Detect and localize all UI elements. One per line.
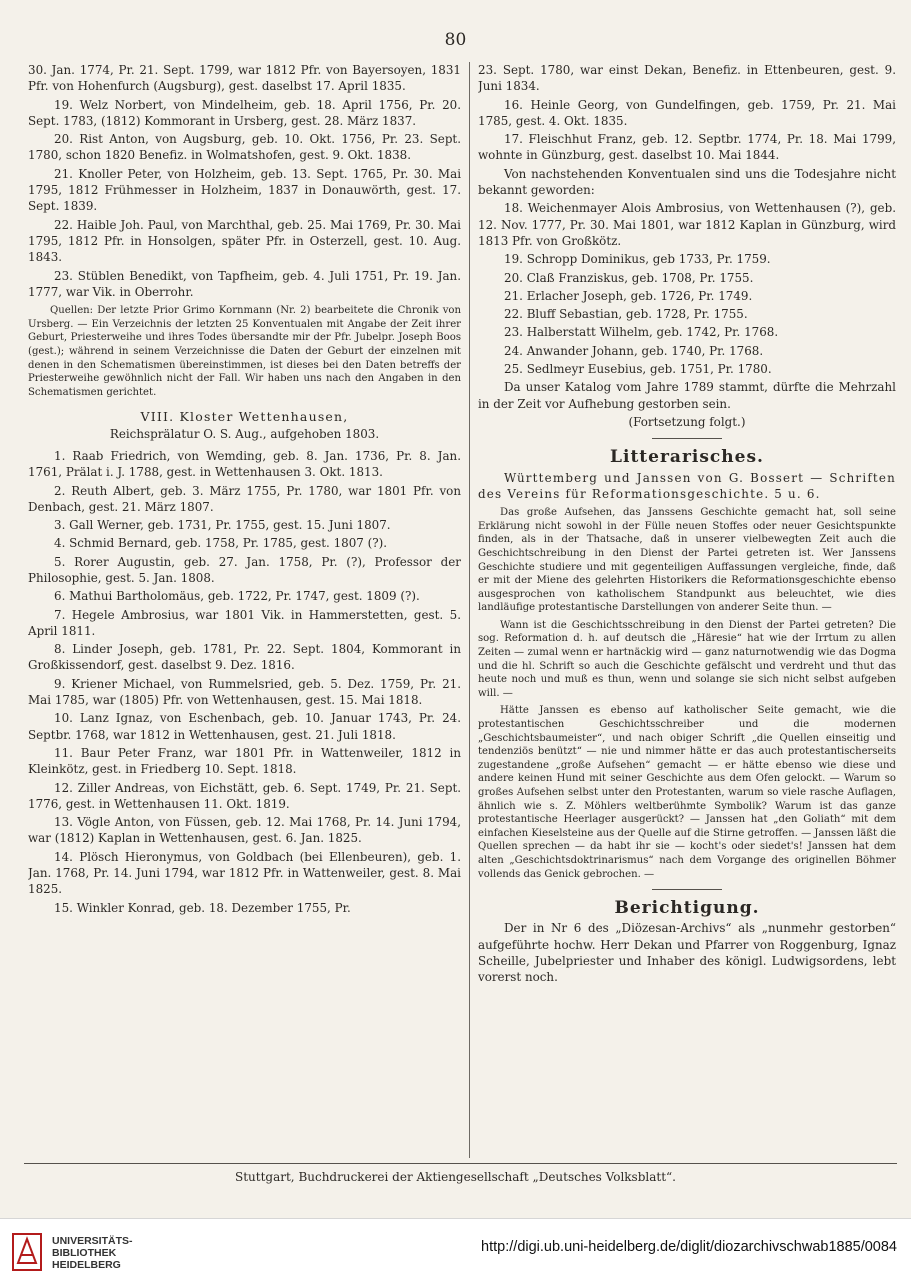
list-item: 12. Ziller Andreas, von Eichstätt, geb. 6. Sept. 1749, Pr. 21. Sept. 1776, gest. in Wettenhausen 11. Okt. 1819. <box>28 780 461 811</box>
university-seal-icon <box>12 1233 42 1271</box>
list-item: 21. Knoller Peter, von Holzheim, geb. 13. Sept. 1765, Pr. 30. Mai 1795, 1812 Frühmesser in Holzheim, 1837 in Donauwörth, gest. 17. Sept. 1839. <box>28 166 461 214</box>
catalog-note: Da unser Katalog vom Jahre 1789 stammt, dürfte die Mehrzahl in der Zeit vor Aufhebung gestorben sein. <box>478 380 896 411</box>
list-item: 5. Rorer Augustin, geb. 27. Jan. 1758, Pr. (?), Professor der Philosophie, gest. 5. Jan. 1808. <box>28 554 461 585</box>
left-column <box>28 62 461 1158</box>
list-item: 10. Lanz Ignaz, von Eschenbach, geb. 10. Januar 1743, Pr. 24. Septbr. 1768, war 1812 in Wettenhausen, gest. 21. Juli 1818. <box>28 711 461 742</box>
continued-entry: 23. Sept. 1780, war einst Dekan, Benefiz. in Ettenbeuren, gest. 9. Juni 1834. <box>478 63 896 94</box>
review-paragraph: Wann ist die Geschichtsschreibung in den Dienst der Partei getreten? Die sog. Reformation d. h. auf deutsch die „Häresie“ hat wie der Irrtum zu allen Zeiten — zumal wenn er hartnäckig wird — ganz naturnotwendig wie das Dogma und die hl. Schrift so auch die Geschichte gefälscht und verdreht und thut das heute noch und muß es thun, wenn und solange sie sich nicht selbst aufgeben will. — <box>478 619 896 699</box>
divider <box>652 438 722 439</box>
list-item: 6. Mathui Bartholomäus, geb. 1722, Pr. 1747, gest. 1809 (?). <box>54 589 420 604</box>
list-item: 18. Weichenmayer Alois Ambrosius, von Wettenhausen (?), geb. 12. Nov. 1777, Pr. 30. Mai 1801, war 1812 Kaplan in Günzburg, wird 1813 Pfr. von Großkötz. <box>478 201 896 248</box>
list-item: 15. Winkler Konrad, geb. 18. Dezember 1755, Pr. <box>54 900 351 915</box>
list-item: 8. Linder Joseph, geb. 1781, Pr. 22. Sept. 1804, Kommorant in Großkissendorf, gest. daselbst 9. Dez. 1816. <box>28 642 461 673</box>
correction-heading: Berichtigung. <box>614 898 760 919</box>
list-item: 16. Heinle Georg, von Gundelfingen, geb. 1759, Pr. 21. Mai 1785, gest. 4. Okt. 1835. <box>478 97 896 128</box>
list-item: 9. Kriener Michael, von Rummelsried, geb. 5. Dez. 1759, Pr. 21. Mai 1785, war (1805) Pfr. von Wettenhausen, gest. 15. Mai 1818. <box>28 676 461 708</box>
list-item: 3. Gall Werner, geb. 1731, Pr. 1755, gest. 15. Juni 1807. <box>54 518 391 533</box>
correction-text: Der in Nr 6 des „Diözesan-Archivs“ als „nunmehr gestorben“ aufgeführte hochw. Herr Dekan und Pfarrer von Roggenburg, Ignaz Scheille, Jubelpriester und Inhaber des königl. Ludwigsordens, lebt vorerst noch. <box>478 921 896 985</box>
right-column <box>478 62 896 1158</box>
list-item: 19. Schropp Dominikus, geb 1733, Pr. 1759. <box>504 252 771 267</box>
divider <box>652 889 722 890</box>
list-item: 23. Halberstatt Wilhelm, geb. 1742, Pr. 1768. <box>504 325 779 340</box>
list-item: 13. Vögle Anton, von Füssen, geb. 12. Mai 1768, Pr. 14. Juni 1794, war (1812) Kaplan in Wettenhausen, gest. 6. Jan. 1825. <box>28 815 461 846</box>
logo-line: BIBLIOTHEK <box>52 1247 117 1259</box>
list-item: 1. Raab Friedrich, von Wemding, geb. 8. Jan. 1736, Pr. 8. Jan. 1761, Prälat i. J. 1788, gest. in Wettenhausen 3. Okt. 1813. <box>28 448 461 480</box>
book-title: Württemberg und Janssen von G. Bossert — Schriften des Vereins für Reformationsgeschichte. 5 u. 6. <box>478 470 896 501</box>
unknown-death-note: Von nachstehenden Konventualen sind uns die Todesjahre nicht bekannt geworden: <box>478 166 896 198</box>
list-item: 7. Hegele Ambrosius, war 1801 Vik. in Hammerstetten, gest. 5. April 1811. <box>28 607 461 638</box>
footer-rule <box>24 1163 897 1164</box>
list-item: 22. Bluff Sebastian, geb. 1728, Pr. 1755. <box>504 307 748 322</box>
viewer-bottom-bar <box>0 1218 911 1287</box>
sources-note: Quellen: Der letzte Prior Grimo Kornmann (Nr. 2) bearbeitete die Chronik von Ursberg. — Ein Verzeichnis der letzten 25 Konventualen mit Angabe der Zeit ihrer Geburt, Priesterweihe und ihres Todes übersandte mir der Pfr. Jubelpr. Joseph Boos (gest.); während in seinem Verzeichnisse die Daten der Geburt der einzelnen mit denen in den Schematismen übereinstimmen, ist dieses bei den Daten betreffs der Priesterweihe gewöhnlich nicht der Fall. Wir haben uns nach den Angaben in den Schematismen gerichtet. <box>28 305 461 398</box>
review-paragraph: Hätte Janssen es ebenso auf katholischer Seite gemacht, wie die protestantischen Geschichtsschreiber und die modernen „Geschichtsbaumeister“, und nach obiger Schrift „die Quellen einseitig und tendenziös benützt“ — nie und nimmer hätte er das auch protestantischerseits zugestandene „große Aufsehen“ gemacht — er hätte ebenso wie diese und andere keinen Hund mit seiner Geschichte aus dem Ofen gelockt. — Warum so großes Aufsehen selbst unter den Protestanten, warum so viele rasche Auflagen, ähnlich wie s. Z. Möhlers weltberühmte Symbolik? Warum ist das ganze protestantische Heerlager ausgerückt? — Janssen hat „den Goliath“ mit dem einfachen Kieselsteine aus der Quelle auf die Stirne getroffen. — Janssen läßt die Quellen sprechen — da habt ihr sie — kocht's oder siedet's! Janssen hat dem alten „Geschichtsdoktrinarismus“ nach dem Vorgange des originellen Böhmer vollends das Genick gebrochen. — <box>478 705 896 880</box>
list-item: 23. Stüblen Benedikt, von Tapfheim, geb. 4. Juli 1751, Pr. 19. Jan. 1777, war Vik. in Oberrohr. <box>28 268 461 299</box>
page-number: 80 <box>444 30 467 50</box>
literary-heading: Litterarisches. <box>610 447 764 468</box>
list-item: 19. Welz Norbert, von Mindelheim, geb. 18. April 1756, Pr. 20. Sept. 1783, (1812) Kommorant in Ursberg, gest. 28. März 1837. <box>28 97 461 128</box>
list-item: 20. Rist Anton, von Augsburg, geb. 10. Okt. 1756, Pr. 23. Sept. 1780, schon 1820 Benefiz. in Wolmatshofen, gest. 9. Okt. 1838. <box>28 132 461 163</box>
list-item: 25. Sedlmeyr Eusebius, geb. 1751, Pr. 1780. <box>504 362 772 377</box>
logo-line: HEIDELBERG <box>52 1259 121 1271</box>
list-item: 21. Erlacher Joseph, geb. 1726, Pr. 1749. <box>504 288 753 303</box>
section-subtitle: Reichsprälatur O. S. Aug., aufgehoben 1803. <box>109 426 380 441</box>
list-item: 17. Fleischhut Franz, geb. 12. Septbr. 1774, Pr. 18. Mai 1799, wohnte in Günzburg, gest. daselbst 10. Mai 1844. <box>478 132 896 163</box>
source-url[interactable]: http://digi.ub.uni-heidelberg.de/diglit/diozarchivschwab1885/0084 <box>481 1239 897 1255</box>
list-item: 22. Haible Joh. Paul, von Marchthal, geb. 25. Mai 1769, Pr. 30. Mai 1795, 1812 Pfr. in Honsolgen, später Pfr. in Osterzell, gest. 10. Aug. 1843. <box>28 217 461 265</box>
list-item: 11. Baur Peter Franz, war 1801 Pfr. in Wattenweiler, 1812 in Kleinkötz, gest. in Friedberg 10. Sept. 1818. <box>28 745 461 777</box>
column-divider <box>469 62 470 1158</box>
list-item: 20. Claß Franziskus, geb. 1708, Pr. 1755. <box>504 270 754 285</box>
list-item: 2. Reuth Albert, geb. 3. März 1755, Pr. 1780, war 1801 Pfr. von Denbach, gest. 21. März 1807. <box>28 483 461 514</box>
list-item: 14. Plösch Hieronymus, von Goldbach (bei Ellenbeuren), geb. 1. Jan. 1768, Pr. 14. Juni 1794, war 1812 Pfr. in Wattenweiler, gest. 8. Mai 1825. <box>28 849 461 897</box>
library-logo-text <box>52 1235 133 1271</box>
logo-line: UNIVERSITÄTS- <box>52 1235 133 1247</box>
continued-entry: 30. Jan. 1774, Pr. 21. Sept. 1799, war 1812 Pfr. von Bayersoyen, 1831 Pfr. von Hohenfurch (Augsburg), gest. daselbst 17. April 1835. <box>28 63 461 94</box>
printer-imprint: Stuttgart, Buchdruckerei der Aktiengesellschaft „Deutsches Volksblatt“. <box>235 1170 676 1184</box>
list-item: 24. Anwander Johann, geb. 1740, Pr. 1768. <box>504 343 764 358</box>
section-title: VIII. Kloster Wettenhausen, <box>140 409 349 425</box>
review-paragraph: Das große Aufsehen, das Janssens Geschichte gemacht hat, soll seine Erklärung nicht sowohl in der Fülle neuen Stoffes oder neuer Gesichtspunkte finden, als in der Thatsache, daß in unserer vielbewegten Zeit auch die Geschichtschreibung in den Dienst der Partei getreten ist. Wer Janssens Geschichte studiere und mit gegenteiligen Auffassungen vergleiche, finde, daß er mit der Miene des gelehrten Historikers die Reformationsgeschichte ebenso ausgesprochen von katholischem Standpunkt aus beleuchtet, wie dies landläufige protestantische Darstellungen von anderer Seite thun. — <box>478 507 896 614</box>
list-item: 4. Schmid Bernard, geb. 1758, Pr. 1785, gest. 1807 (?). <box>54 536 388 551</box>
to-be-continued: (Fortsetzung folgt.) <box>628 414 746 429</box>
